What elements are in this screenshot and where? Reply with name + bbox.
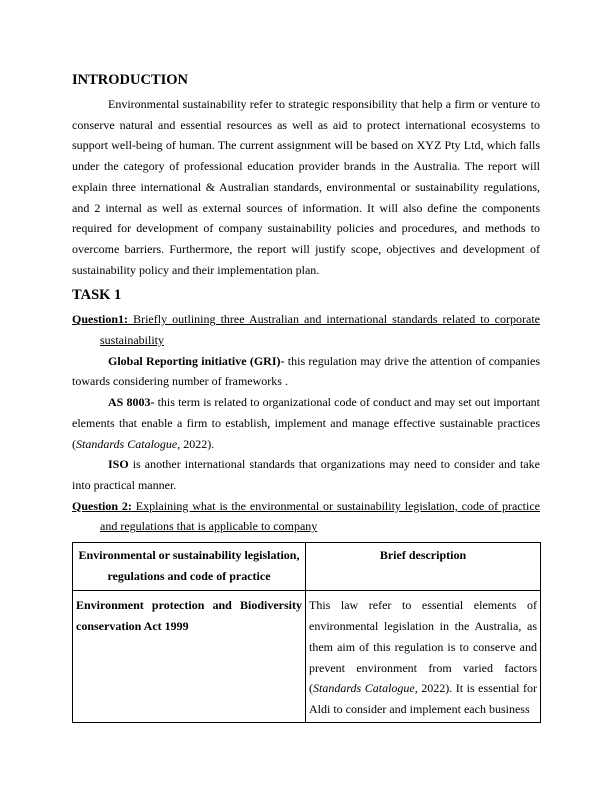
table-header-row [73, 543, 541, 591]
description-citation: Standards Catalogue, [313, 681, 418, 696]
as8003-citation-year: 2022). [180, 436, 215, 451]
iso-text: is another international standards that organizations may need to consider and take into practical manner. [72, 457, 540, 492]
as8003-text: this term is related to organizational code of conduct and may set out important elements that enable a firm to establish, implement and manage effective sustainable practices ( [72, 395, 540, 451]
gri-text: this regulation may drive the attention of companies towards considering number of frameworks . [72, 353, 540, 389]
task1-heading: TASK 1 [72, 287, 122, 304]
introduction-paragraph: Environmental sustainability refer to strategic responsibility that help a firm or venture to conserve natural and essential resources as well as aid to protect international ecosystems to support well-being of human. The current assignment will be based on XYZ Pty Ltd, which falls under the category of professional education provider brands in the Australia. The report will explain three international & Australian standards, environmental or sustainability regulations, and 2 internal as well as external sources of information. It will also define the components required for development of company sustainability policies and procedures, and methods to overcome barriers. Furthermore, the report will justify scope, objectives and development of sustainability policy and their implementation plan. [72, 97, 540, 277]
question1-label: Question1: [72, 312, 129, 327]
introduction-heading: INTRODUCTION [72, 72, 189, 88]
table-header-description: Brief description [306, 543, 541, 591]
as8003-term: AS 8003- [108, 395, 155, 410]
legislation-table [72, 542, 541, 723]
question2 [72, 496, 540, 537]
question1-text: Briefly outlining three Australian and international standards related to corporate sustainability [100, 312, 540, 348]
table-cell-description [306, 591, 541, 722]
table-cell-legislation: Environment protection and Biodiversity conservation Act 1999 [73, 591, 306, 722]
iso-paragraph [72, 454, 540, 495]
iso-term: ISO [108, 457, 129, 472]
gri-paragraph [72, 351, 540, 392]
table-header-legislation: Environmental or sustainability legislation, regulations and code of practice [73, 543, 306, 591]
table-row [73, 591, 541, 722]
question1 [72, 309, 540, 350]
gri-term: Global Reporting initiative (GRI)- [108, 353, 285, 368]
description-text: This law refer to essential elements of environmental legislation in the Australia, as them aim of this regulation is to conserve and prevent environment from varied factors ( [309, 598, 537, 696]
document-page [72, 70, 540, 723]
question2-text: Explaining what is the environmental or sustainability legislation, code of practice and regulations that is applicable to company [100, 498, 540, 534]
as8003-citation: Standards Catalogue, [76, 436, 181, 451]
description-text-continued: 2022). It is essential for Aldi to consider and implement each business [309, 681, 537, 716]
as8003-paragraph [72, 392, 540, 454]
question2-label: Question 2: [72, 498, 132, 513]
